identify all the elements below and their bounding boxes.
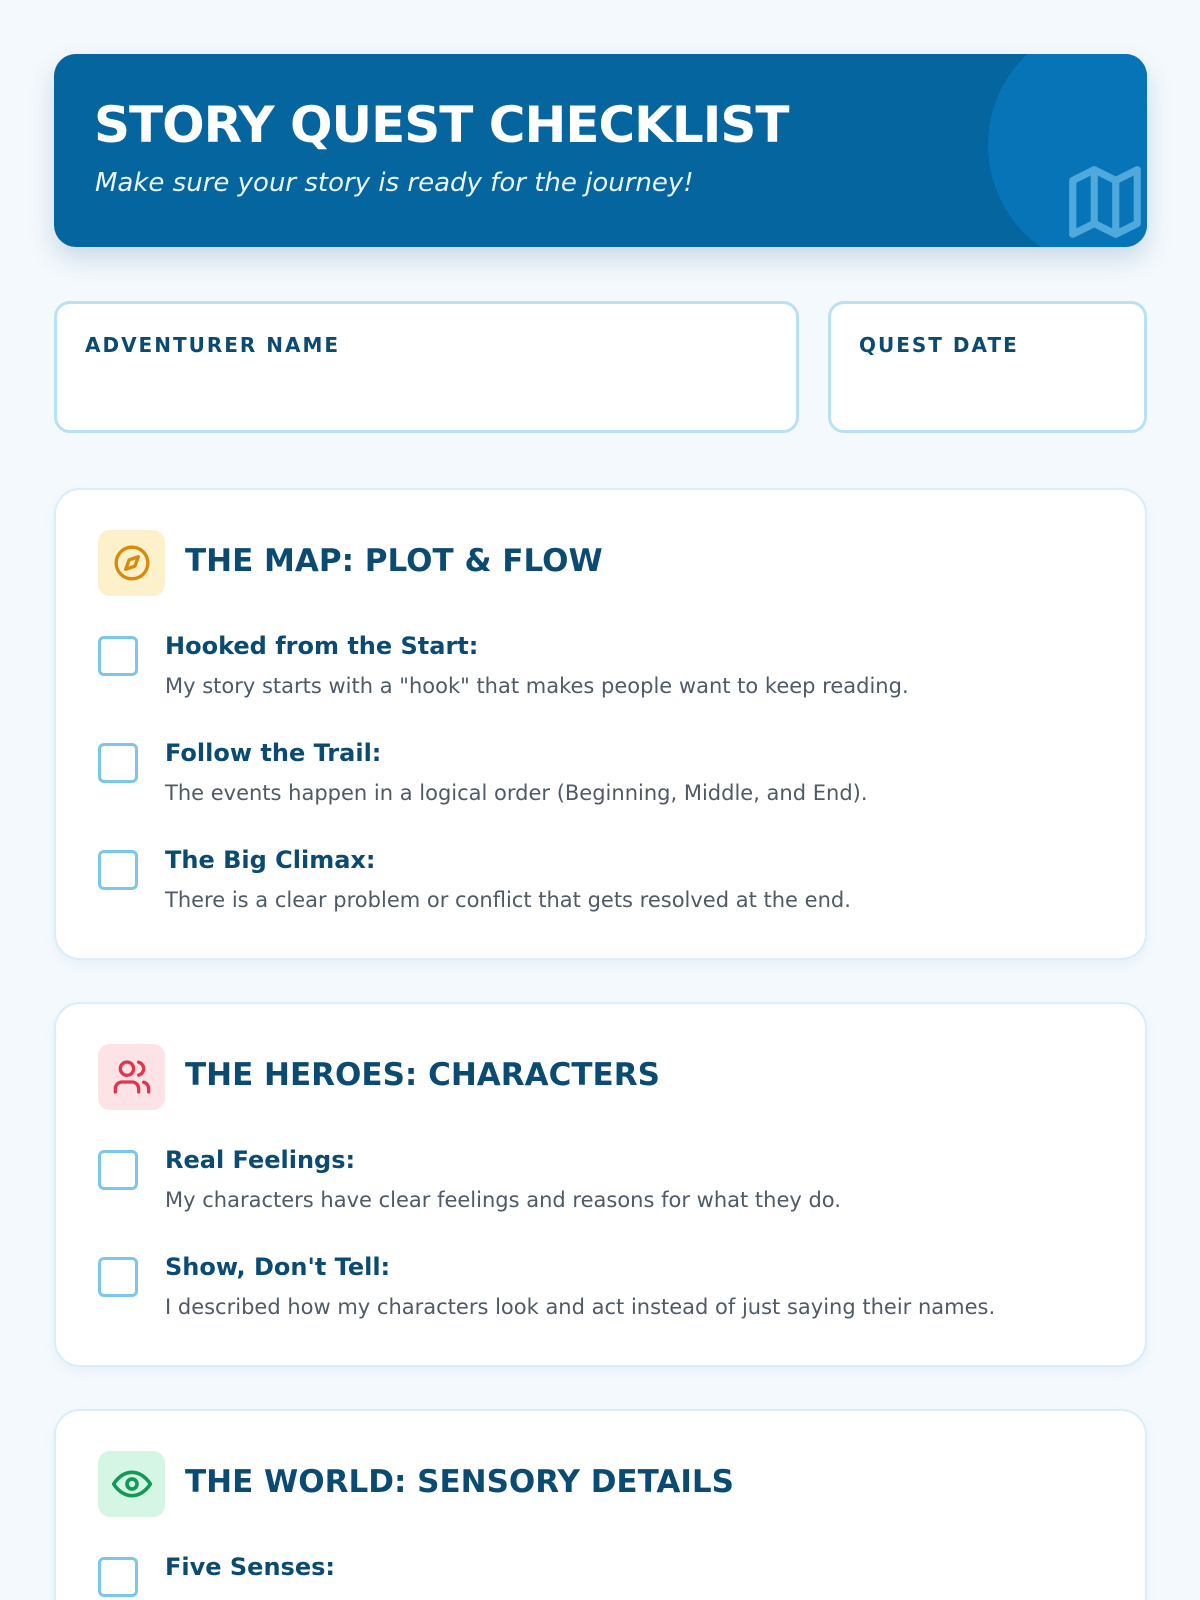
item-checkbox[interactable]	[98, 1557, 138, 1597]
item-checkbox[interactable]	[98, 743, 138, 783]
users-icon	[112, 1057, 152, 1097]
quest-date-label: QUEST DATE	[859, 333, 1019, 357]
item-title: Five Senses:	[165, 1553, 335, 1581]
item-title: Follow the Trail:	[165, 739, 382, 767]
item-description: The events happen in a logical order (Beginning, Middle, and End).	[165, 781, 868, 805]
item-description: My characters have clear feelings and reasons for what they do.	[165, 1188, 841, 1212]
section-title: THE HEROES: CHARACTERS	[185, 1057, 660, 1093]
checklist-item	[98, 628, 1098, 718]
compass-icon-badge	[98, 530, 165, 596]
section-title: THE MAP: PLOT & FLOW	[185, 543, 603, 579]
page-title: STORY QUEST CHECKLIST	[94, 96, 789, 154]
section-title: THE WORLD: SENSORY DETAILS	[185, 1464, 734, 1500]
item-description: There is a clear problem or conflict that gets resolved at the end.	[165, 888, 851, 912]
checklist-item	[98, 842, 1098, 932]
item-title: Real Feelings:	[165, 1146, 356, 1174]
quest-date-field[interactable]	[828, 301, 1147, 433]
checklist-item	[98, 1142, 1098, 1232]
section-world	[54, 1409, 1147, 1600]
item-checkbox[interactable]	[98, 1257, 138, 1297]
item-checkbox[interactable]	[98, 636, 138, 676]
page-subtitle: Make sure your story is ready for the journey!	[95, 168, 694, 198]
map-icon	[1062, 159, 1147, 245]
checklist-item	[98, 735, 1098, 825]
checklist-item	[98, 1549, 1098, 1600]
item-description: My story starts with a "hook" that makes people want to keep reading.	[165, 674, 909, 698]
item-checkbox[interactable]	[98, 850, 138, 890]
item-checkbox[interactable]	[98, 1150, 138, 1190]
header-banner	[54, 54, 1147, 247]
checklist-item	[98, 1249, 1098, 1339]
users-icon-badge	[98, 1044, 165, 1110]
compass-icon	[112, 543, 152, 583]
item-description: I described how my characters look and act instead of just saying their names.	[165, 1295, 996, 1319]
section-plot	[54, 488, 1147, 960]
adventurer-name-label: ADVENTURER NAME	[85, 333, 341, 357]
eye-icon	[112, 1464, 152, 1504]
item-title: The Big Climax:	[165, 846, 376, 874]
adventurer-name-field[interactable]	[54, 301, 799, 433]
eye-icon-badge	[98, 1451, 165, 1517]
section-characters	[54, 1002, 1147, 1367]
item-title: Show, Don't Tell:	[165, 1253, 391, 1281]
item-title: Hooked from the Start:	[165, 632, 479, 660]
